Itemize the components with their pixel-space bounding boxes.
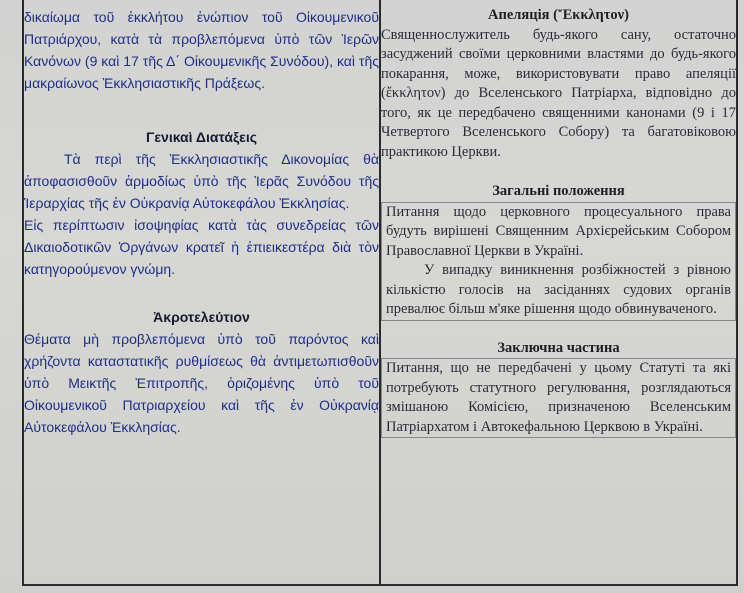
table-row (23, 0, 737, 585)
greek-final-heading: Ἀκροτελεύτιον (153, 309, 250, 325)
greek-appeal-continuation: δικαίωμα τοῦ ἐκκλήτου ἐνώπιον τοῦ Οἰκουμενικοῦ Πατριάρχου, κατὰ τὰ προβλεπόμενα ὑπὸ τῶν Ἱερῶν Κανόνων (9 καὶ 17 τῆς Δ΄ Οἰκουμενικῆς Συνόδου), καὶ τῆς μακραίωνος Ἐκκλησιαστικῆς Πράξεως. (24, 9, 379, 91)
ukrainian-appeal-heading: Апеляція (Ἔκκλητον) (488, 7, 629, 23)
greek-final-paragraph: Θέματα μὴ προβλεπόμενα ὑπὸ τοῦ παρόντος καὶ χρήζοντα καταστατικῆς ρυθμίσεως θὰ ἀντιμετωπισθοῦν ὑπὸ Μεικτῆς Ἐπιτροπῆς, ὁριζομένης ὑπὸ τοῦ Οἰκουμενικοῦ Πατριαρχείου καὶ τῆς ἐν Οὐκρανίᾳ Αὐτοκεφάλου Ἐκκλησίας. (24, 331, 379, 435)
greek-general-paragraph-2: Εἰς περίπτωσιν ἰσοψηφίας κατὰ τὰς συνεδρείας τῶν Δικαιοδοτικῶν Ὀργάνων κρατεῖ ἡ ἐπιεικεστέρα διὰ τὸν κατηγορούμενον γνώμη. (24, 217, 379, 277)
ukrainian-final-box (381, 358, 736, 438)
ukrainian-appeal-paragraph: Священнослужитель будь-якого сану, остаточно засуджений своїми церковними властями до будь-якого покарання, може, використовувати право апеляції (ἔκκλητον) до Вселенського Патріарха, відповідно до того, як це передбачено священними канонами (9 і 17 Четвертого Вселенського Собору) та багатовіковою практикою Церкви. (381, 26, 736, 160)
bilingual-statute-table (22, 0, 738, 586)
greek-general-heading: Γενικαὶ Διατάξεις (145, 129, 257, 145)
ukrainian-final-paragraph: Питання, що не передбачені у цьому Статуті та які потребують статутного регулювання, розглядаються змішаною Комісією, призначеною Вселенським Патріархатом і Автокефальною Церквою в Україні. (386, 360, 731, 435)
ukrainian-general-box (381, 202, 736, 321)
ukrainian-general-paragraph-1: Питання щодо церковного процесуального права будуть вирішені Священним Архієрейським Собором Православної Церкви в Україні. (386, 203, 731, 259)
ukrainian-final-heading: Заключна частина (497, 339, 620, 356)
ukrainian-general-paragraph-2: У випадку виникнення розбіжностей з рівною кількістю голосів на засіданнях судових органів превалює більш м'яке рішення щодо обвинуваченого. (386, 262, 731, 317)
greek-general-paragraph-1: Τὰ περὶ τῆς Ἐκκλησιαστικῆς Δικονομίας θὰ ἀποφασισθοῦν ἁρμοδίως ὑπὸ τῆς Ἱερᾶς Συνόδου τῆς Ἱεραρχίας τῆς ἐν Οὐκρανίᾳ Αὐτοκεφάλου Ἐκκλησίας. (24, 151, 379, 211)
ukrainian-general-heading: Загальні положення (492, 183, 625, 199)
greek-column (23, 0, 380, 585)
ukrainian-column (380, 0, 737, 585)
